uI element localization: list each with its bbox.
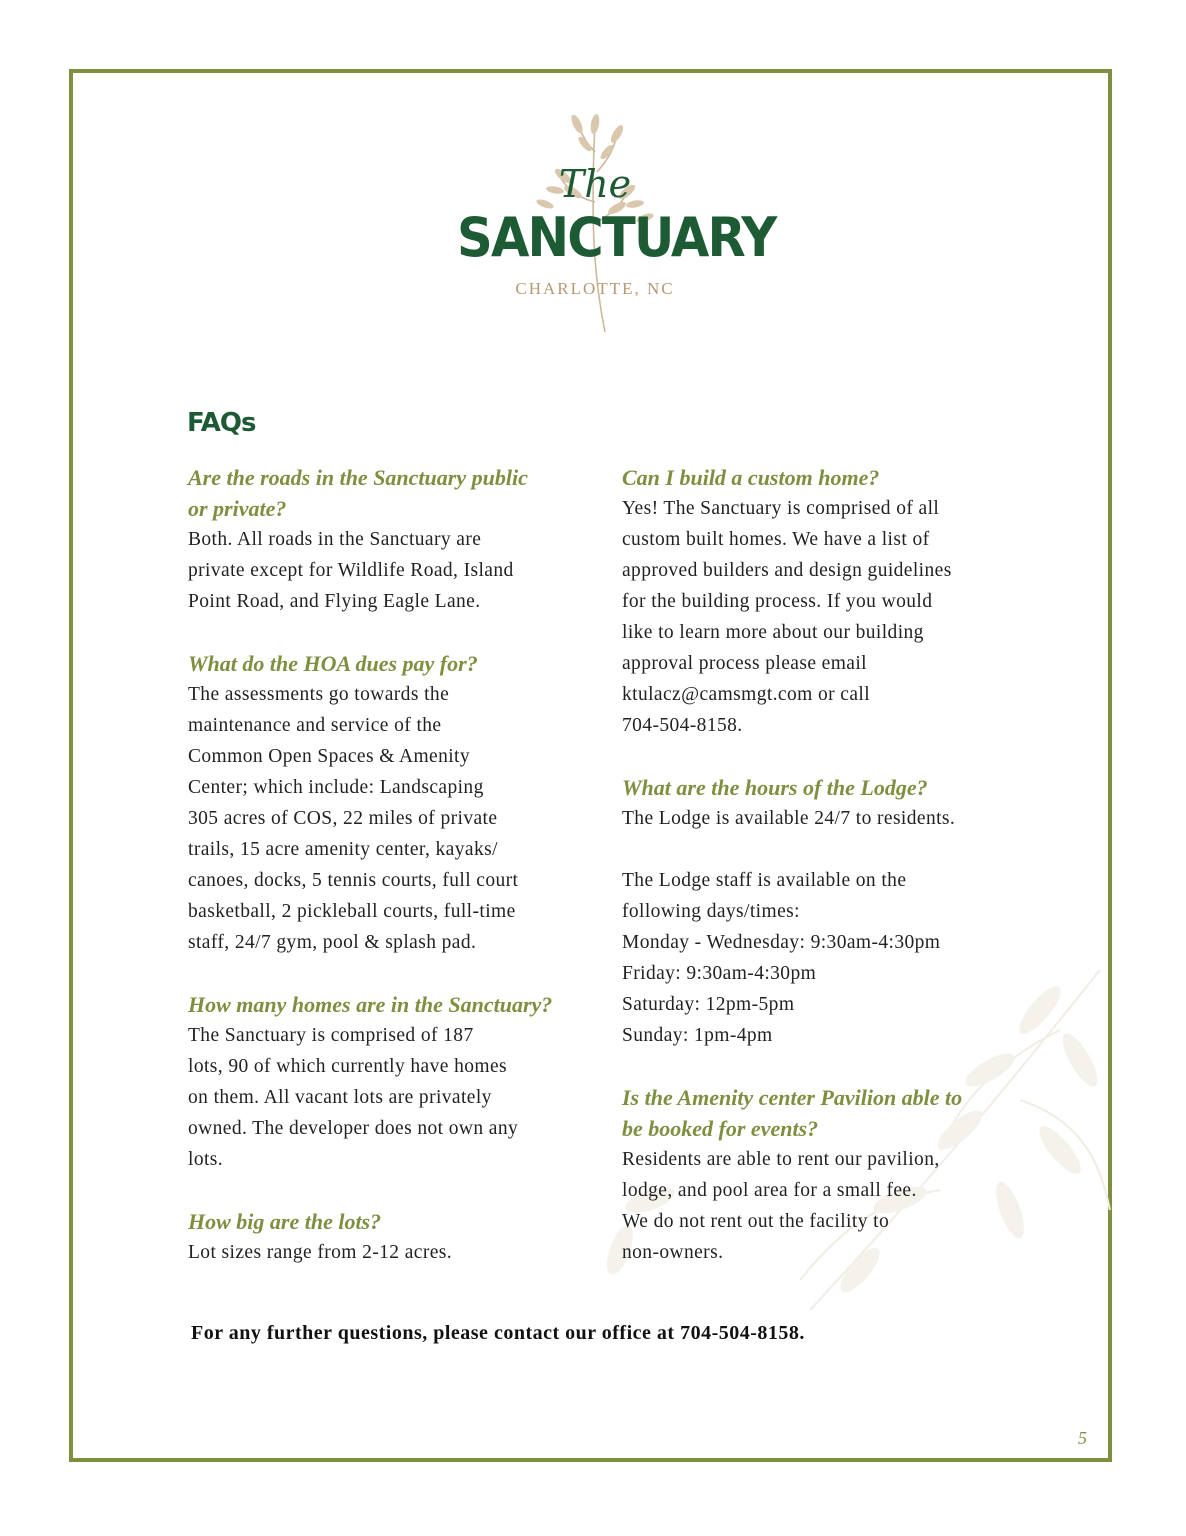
faq-item bbox=[622, 1082, 1032, 1268]
faq-answer-line: lodge, and pool area for a small fee. bbox=[622, 1180, 917, 1201]
faq-spacer bbox=[188, 617, 588, 648]
faq-item bbox=[622, 462, 1032, 741]
faq-spacer bbox=[622, 741, 1032, 772]
faq-column-left bbox=[188, 462, 588, 1268]
faq-question: What do the HOA dues pay for? bbox=[188, 651, 478, 676]
faq-answer-line: Saturday: 12pm-5pm bbox=[622, 994, 795, 1015]
faq-answer-line: basketball, 2 pickleball courts, full-time bbox=[188, 901, 516, 922]
faq-column-right bbox=[622, 462, 1032, 1268]
faq-answer-line: 305 acres of COS, 22 miles of private bbox=[188, 808, 498, 829]
faq-answer-line: staff, 24/7 gym, pool & splash pad. bbox=[188, 932, 477, 953]
faq-spacer bbox=[188, 1175, 588, 1206]
faq-answer-line: Residents are able to rent our pavilion, bbox=[622, 1149, 940, 1170]
faq-answer-line: Friday: 9:30am-4:30pm bbox=[622, 963, 817, 984]
faq-answer-line: We do not rent out the facility to bbox=[622, 1211, 890, 1232]
faq-answer-line: Lot sizes range from 2-12 acres. bbox=[188, 1242, 453, 1263]
logo-the: The bbox=[558, 162, 632, 206]
faq-answer-line: maintenance and service of the bbox=[188, 715, 442, 736]
faq-answer-line: approved builders and design guidelines bbox=[622, 560, 952, 581]
faq-question: What are the hours of the Lodge? bbox=[622, 775, 928, 800]
faq-question: be booked for events? bbox=[622, 1116, 819, 1141]
faq-item bbox=[188, 462, 588, 617]
faq-question: Can I build a custom home? bbox=[622, 465, 880, 490]
faq-spacer bbox=[188, 958, 588, 989]
faq-answer-line: lots, 90 of which currently have homes bbox=[188, 1056, 508, 1077]
faq-item bbox=[622, 772, 1032, 1051]
faq-spacer bbox=[622, 1051, 1032, 1082]
faq-answer-line: Sunday: 1pm-4pm bbox=[622, 1025, 773, 1046]
faq-question: Is the Amenity center Pavilion able to bbox=[622, 1085, 963, 1110]
faq-answer-line: canoes, docks, 5 tennis courts, full court bbox=[188, 870, 519, 891]
faq-item bbox=[188, 1206, 588, 1268]
faq-answer-line: owned. The developer does not own any bbox=[188, 1118, 519, 1139]
faq-answer-line: Center; which include: Landscaping bbox=[188, 777, 484, 798]
faq-answer-line: custom built homes. We have a list of bbox=[622, 529, 930, 550]
faq-answer-line: trails, 15 acre amenity center, kayaks/ bbox=[188, 839, 498, 860]
faq-answer-line: Yes! The Sanctuary is comprised of all bbox=[622, 498, 940, 519]
faq-answer-line: on them. All vacant lots are privately bbox=[188, 1087, 492, 1108]
sanctuary-logo bbox=[445, 112, 776, 337]
faq-answer-line: approval process please email bbox=[622, 653, 867, 674]
faq-answer-line: 704-504-8158. bbox=[622, 715, 743, 736]
faq-item bbox=[188, 648, 588, 958]
faq-answer-line: The assessments go towards the bbox=[188, 684, 450, 705]
contact-note: For any further questions, please contact our office at 704-504-8158. bbox=[191, 1322, 805, 1344]
faq-question: How big are the lots? bbox=[188, 1209, 382, 1234]
faq-question: How many homes are in the Sanctuary? bbox=[188, 992, 553, 1017]
faq-answer-line: Monday - Wednesday: 9:30am-4:30pm bbox=[622, 932, 941, 953]
faq-item bbox=[188, 989, 588, 1175]
faq-answer-line: The Lodge staff is available on the bbox=[622, 870, 907, 891]
faq-answer-line: private except for Wildlife Road, Island bbox=[188, 560, 514, 581]
page-number: 5 bbox=[1078, 1428, 1087, 1448]
faq-answer-line: Point Road, and Flying Eagle Lane. bbox=[188, 591, 481, 612]
faq-answer-line: following days/times: bbox=[622, 901, 800, 922]
faq-answer-line: The Lodge is available 24/7 to residents. bbox=[622, 808, 956, 829]
logo-location: CHARLOTTE, NC bbox=[515, 279, 675, 298]
faq-answer-line: lots. bbox=[188, 1149, 224, 1170]
logo-wordmark: SANCTUARY bbox=[457, 206, 776, 269]
faq-answer-line: non-owners. bbox=[622, 1242, 724, 1263]
faq-question: Are the roads in the Sanctuary public bbox=[188, 465, 528, 490]
faq-answer-line: for the building process. If you would bbox=[622, 591, 933, 612]
faq-answer-line: ktulacz@camsmgt.com or call bbox=[622, 684, 871, 705]
faq-answer-line bbox=[622, 834, 1032, 865]
faq-question: or private? bbox=[188, 496, 287, 521]
faq-answer-line: Both. All roads in the Sanctuary are bbox=[188, 529, 482, 550]
faq-answer-line: Common Open Spaces & Amenity bbox=[188, 746, 471, 767]
faq-answer-line: like to learn more about our building bbox=[622, 622, 924, 643]
faqs-heading: FAQs bbox=[187, 408, 256, 438]
faq-answer-line: The Sanctuary is comprised of 187 bbox=[188, 1025, 474, 1046]
